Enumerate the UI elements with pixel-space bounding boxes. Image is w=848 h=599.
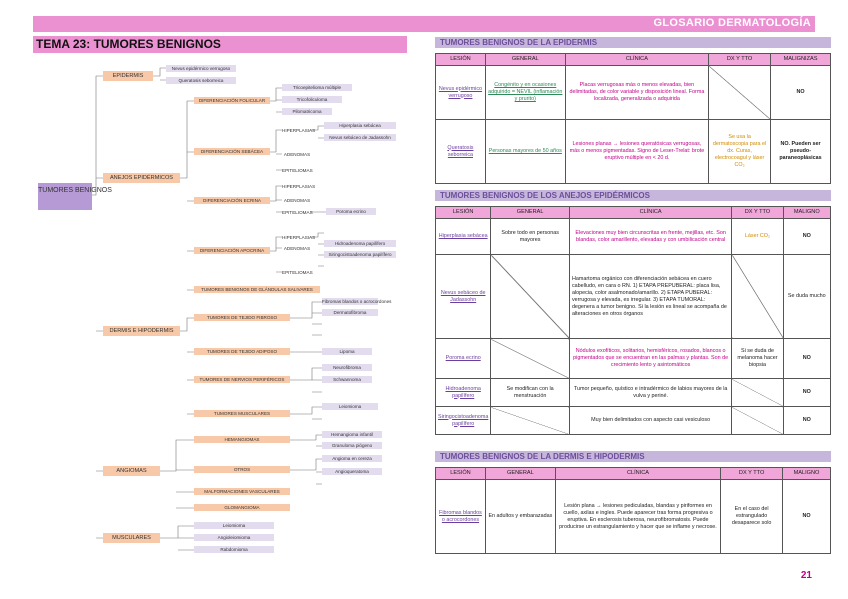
cell-general <box>491 407 570 435</box>
col-header: LESIÓN <box>436 207 491 219</box>
section-title-anejos: TUMORES BENIGNOS DE LOS ANEJOS EPIDÉRMICOS <box>435 190 831 201</box>
cell-clinica: Hamartoma orgánico con diferenciación sebácea en cuero cabelludo, en cara o RN. 1) ETAPA PREPUBERAL: placa lisa, alopecia, color asalmonado/amarillo. 2) ETAPA PUBERAL: verrugosa y elevada, es irregular. 3) ETAPA TUMORAL: degenera a tumor benigno. Si la lesión es lineal se acompaña de alteraciones en otros órganos <box>569 255 731 339</box>
cell-clinica: Tumor pequeño, quístico e intradérmico de labios mayores de la vulva y periné. <box>569 379 731 407</box>
node-sub-label: HIPERPLASIAS <box>282 235 316 240</box>
cell-lesion: Poroma ecrino <box>436 339 491 379</box>
col-header: GENERAL <box>491 207 570 219</box>
node-sub-label: ADENOMAS <box>283 198 311 203</box>
node-sebacea: DIFERENCIACIÓN SEBÁCEA <box>194 148 270 155</box>
cell-dx: En el caso del estrangulado desaparece solo <box>721 480 783 554</box>
node-dermis: DERMIS E HIPODERMIS <box>103 326 180 336</box>
cell-general: Congénito y en ocasiones adquirido = NEVIL (inflamación y prurito) <box>485 66 565 120</box>
node-apo-2: Siringocistoadenoma papilífero <box>324 251 396 258</box>
node-angio-group: HEMANGIOMAS <box>194 436 290 443</box>
table-row <box>436 219 831 255</box>
node-anejos: ANEJOS EPIDÉRMICOS <box>103 173 180 183</box>
cell-clinica: Elevaciones muy bien circunscritas en frente, mejillas, etc. Son blandas, color amarillento, elevadas y con umbilicación central <box>569 219 731 255</box>
node-derm-item: Lipoma <box>322 348 372 355</box>
col-header: DX Y TTO <box>709 54 771 66</box>
col-header: LESIÓN <box>436 54 486 66</box>
node-angio-item: Hemangioma infantil <box>322 431 382 438</box>
cell-dx <box>732 407 783 435</box>
cell-lesion: Nevus sebáceo de Jadassohn <box>436 255 491 339</box>
col-header: DX Y TTO <box>721 468 783 480</box>
node-musc-item: Angioleiomioma <box>194 534 274 541</box>
cell-clinica: Lesiones planas → lesiones queratósicas verrugosas, más o menos pigmentadas. Signo de Leser-Trelat: brote eruptivo múltiple en < 20 d. <box>565 120 708 184</box>
cell-general <box>491 255 570 339</box>
col-header: MALIGNO <box>783 207 830 219</box>
cell-lesion: Queratosis seborreica <box>436 120 486 184</box>
cell-dx <box>732 255 783 339</box>
node-sub-label: HIPERPLASIAS <box>282 184 316 189</box>
cell-general <box>491 339 570 379</box>
cell-maligno: NO <box>783 379 830 407</box>
node-derm-item: Leiomioma <box>322 403 378 410</box>
col-header: GENERAL <box>485 468 555 480</box>
cell-maligno: NO <box>783 219 830 255</box>
node-ecrina: DIFERENCIACIÓN ECRINA <box>194 197 270 204</box>
cell-lesion: Nevus epidérmico verrugoso <box>436 66 486 120</box>
node-angio-item: Angioqueratoma <box>322 468 382 475</box>
cell-lesion: Siringocistoadenoma papilífero <box>436 407 491 435</box>
node-derm-item: Dermatofibroma <box>322 309 378 316</box>
node-sub-label: ADENOMAS <box>283 152 311 157</box>
node-folicular: DIFERENCIACIÓN FOLICULAR <box>194 97 270 104</box>
cell-maligno: NO <box>783 480 831 554</box>
tree-root: TUMORES BENIGNOS <box>38 183 92 210</box>
node-derm-item: Schwannoma <box>322 376 372 383</box>
node-angio-group: MALFORMACIONES VASCULARES <box>194 488 290 495</box>
cell-maligno: NO <box>783 407 830 435</box>
col-header: CLÍNICA <box>565 54 708 66</box>
table-row <box>436 120 831 184</box>
node-angio-group: OTROS <box>194 466 290 473</box>
col-header: GENERAL <box>485 54 565 66</box>
node-derm-item: Fibromas blandos o acrocordones <box>322 299 392 304</box>
node-nevus: Nevus epidérmico verrugoso <box>166 65 236 72</box>
cell-general: Se modifican con la menstruación <box>491 379 570 407</box>
table-dermis <box>435 467 831 554</box>
glossary-title: GLOSARIO DERMATOLOGÍA <box>653 17 811 29</box>
col-header: MALIGNIZAS <box>771 54 831 66</box>
cell-dx <box>732 379 783 407</box>
node-musc-item: Leiomioma <box>194 522 274 529</box>
node-queratosis: Queratosis seborreica <box>166 77 236 84</box>
cell-dx <box>709 66 771 120</box>
node-apocrina: DIFERENCIACIÓN APOCRINA <box>194 247 270 254</box>
node-seb-2: Nevus sebáceo de Jadassohn <box>324 134 396 141</box>
node-epidermis: EPIDERMIS <box>103 71 153 81</box>
table-anejos <box>435 206 831 435</box>
cell-general: En adultos y embarazadas <box>485 480 555 554</box>
section-title-epidermis: TUMORES BENIGNOS DE LA EPIDERMIS <box>435 37 831 48</box>
node-angio-item: Angioma en cereza <box>322 455 382 462</box>
node-musc-item: Rabdomioma <box>194 546 274 553</box>
tree-diagram <box>0 0 420 599</box>
node-glandulas: TUMORES BENIGNOS DE GLÁNDULAS SALIVARES <box>194 286 320 293</box>
cell-maligno: NO <box>771 66 831 120</box>
cell-dx: Láser CO₂ <box>732 219 783 255</box>
node-apo-1: Hidroadenoma papilífero <box>324 240 396 247</box>
table-row <box>436 480 831 554</box>
node-dermis-fibroso: TUMORES DE TEJIDO FIBROSO <box>194 314 290 321</box>
cell-lesion: Hidroadenoma papilífero <box>436 379 491 407</box>
section-title-dermis: TUMORES BENIGNOS DE LA DERMIS E HIPODERMIS <box>435 451 831 462</box>
col-header: MALIGNO <box>783 468 831 480</box>
node-folic-3: Pilomatricoma <box>282 108 332 115</box>
node-sub-label: HIPERPLASIAS <box>282 128 316 133</box>
cell-general: Personas mayores de 50 años <box>485 120 565 184</box>
node-derm-item: Neurofibroma <box>322 364 372 371</box>
cell-clinica: Lesión plana → lesiones pediculadas, blandas y piriformes en cuello, axilas e ingles. Puede aparecer tras forma progresiva o eruptiva. En esclerosis tuberosa, neurofibromatosis. Puede producirse un estrangulamiento y hacer que se inflame y necrose. <box>555 480 720 554</box>
cell-clinica: Muy bien delimitados con aspecto casi vesiculoso <box>569 407 731 435</box>
cell-clinica: Placas verrugosas más o menos elevadas, bien delimitadas, de color variable y disposición lineal. Forma localizada, generalizada o adquirida <box>565 66 708 120</box>
cell-maligno: Se duda mucho <box>783 255 830 339</box>
cell-dx: Si se duda de melanoma hacer biopsia <box>732 339 783 379</box>
col-header: LESIÓN <box>436 468 486 480</box>
cell-general: Sobre todo en personas mayores <box>491 219 570 255</box>
cell-clinica: Nódulos exofíticos, solitarios, hemisféricos, rosados, blancos o pigmentados que se encuentran en las palmas y plantas. Son de crecimiento lento y asintomáticos <box>569 339 731 379</box>
table-row <box>436 66 831 120</box>
node-dermis-musc: TUMORES MUSCULARES <box>194 410 290 417</box>
cell-dx: Se usa la dermatoscopia para el dx. Curas, electrocoagul y láser CO₂ <box>709 120 771 184</box>
table-row <box>436 339 831 379</box>
node-musculares: MUSCULARES <box>103 533 160 543</box>
node-angio-group: GLOMANGIOMA <box>194 504 290 511</box>
page-number: 21 <box>800 570 812 581</box>
node-folic-2: Tricofoliculoma <box>282 96 342 103</box>
node-ecr-1: Poroma ecrino <box>326 208 376 215</box>
node-dermis-nervios: TUMORES DE NERVIOS PERIFÉRICOS <box>194 376 290 383</box>
table-row <box>436 379 831 407</box>
col-header: DX Y TTO <box>732 207 783 219</box>
node-sub-label: EPITELIOMAS <box>282 270 313 275</box>
table-row <box>436 255 831 339</box>
col-header: CLÍNICA <box>555 468 720 480</box>
page-title: TEMA 23: TUMORES BENIGNOS <box>36 37 221 51</box>
cell-lesion: Hiperplasia sebácea <box>436 219 491 255</box>
node-seb-1: Hiperplasia sebácea <box>324 122 396 129</box>
cell-maligno: NO. Pueden ser pseudo-paraneoplásicas <box>771 120 831 184</box>
node-folic-1: Tricoepitelioma múltiple <box>282 84 352 91</box>
node-angio-item: Granuloma piógeno <box>322 442 382 449</box>
table-epidermis <box>435 53 831 184</box>
cell-lesion: Fibromas blandos o acrocordones <box>436 480 486 554</box>
node-sub-label: ADENOMAS <box>283 246 311 251</box>
col-header: CLÍNICA <box>569 207 731 219</box>
node-angiomas: ANGIOMAS <box>103 466 160 476</box>
node-sub-label: EPITELIOMAS <box>282 210 313 215</box>
cell-maligno: NO <box>783 339 830 379</box>
node-dermis-adiposo: TUMORES DE TEJIDO ADIPOSO <box>194 348 290 355</box>
node-sub-label: EPITELIOMAS <box>282 168 313 173</box>
table-row <box>436 407 831 435</box>
